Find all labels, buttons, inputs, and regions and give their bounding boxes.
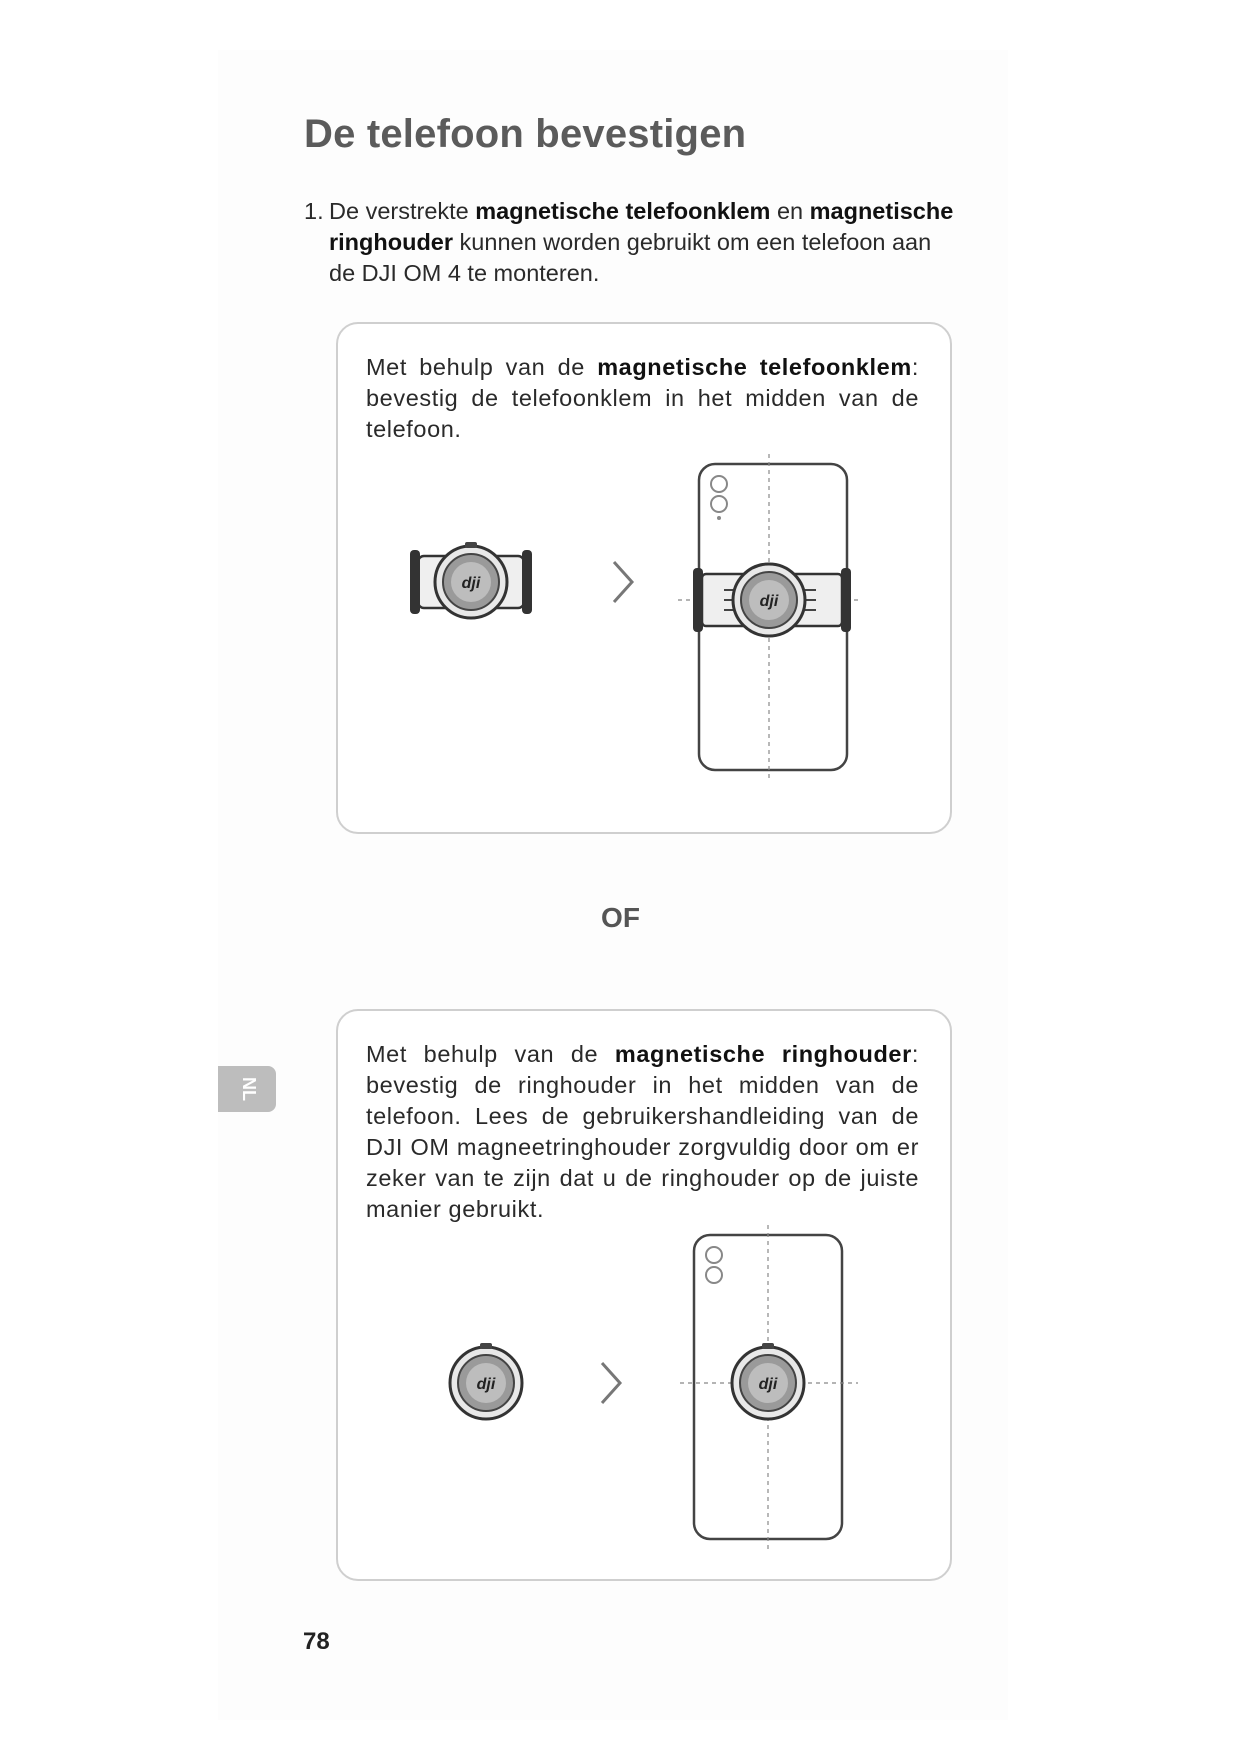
dji-logo: dji (759, 593, 779, 610)
language-tab (218, 1066, 276, 1112)
ring-holder-illustration (338, 1211, 950, 1551)
phone-with-ring-holder-icon (680, 1225, 858, 1549)
ring-bold: magnetische ringhouder (614, 1041, 912, 1067)
dji-logo: dji (476, 1376, 496, 1393)
clamp-lead: Met behulp van de (366, 354, 598, 380)
ring-lead: Met behulp van de (366, 1041, 615, 1067)
clamp-bold: magnetische telefoonklem (597, 354, 912, 380)
page-title: De telefoon bevestigen (304, 112, 747, 156)
step-1-text (329, 196, 954, 289)
clamp-rest: : bevestig de telefoonklem in het midden van de telefoon. (366, 354, 919, 442)
phone-with-clamp-icon (678, 454, 858, 780)
step-number: 1. (304, 198, 324, 224)
step-text-a: De verstrekte (329, 198, 476, 224)
ring-holder-instruction-box (336, 1009, 952, 1581)
chevron-right-icon (614, 562, 632, 602)
ring-rest: : bevestig de ringhouder in het midden van de telefoon. Lees de gebruikershandleiding van de DJI OM magneetringhouder zorgvuldig door om er zeker van te zijn dat u de ringhouder op de juiste manier gebruikt. (366, 1041, 919, 1222)
dji-logo: dji (461, 575, 481, 592)
step-1 (304, 196, 954, 289)
or-separator: OF (601, 902, 640, 933)
chevron-right-icon (602, 1363, 620, 1403)
clamp-illustration (338, 454, 950, 784)
language-tab-label: NL (239, 1077, 259, 1101)
clamp-instruction-box (336, 322, 952, 834)
ring-holder-instruction-text (366, 1039, 919, 1225)
ring-holder-icon (450, 1343, 522, 1419)
page-number: 78 (303, 1628, 330, 1655)
step-bold-a: magnetische telefoonklem (475, 198, 771, 224)
step-text-b: en (770, 198, 810, 224)
step-bold-b: magnetische ringhouder (329, 198, 954, 255)
dji-logo: dji (758, 1376, 778, 1393)
clamp-instruction-text (366, 352, 919, 445)
phone-clamp-icon (410, 542, 532, 618)
step-text-c: kunnen worden gebruikt om een telefoon aan de DJI OM 4 te monteren. (329, 229, 932, 286)
